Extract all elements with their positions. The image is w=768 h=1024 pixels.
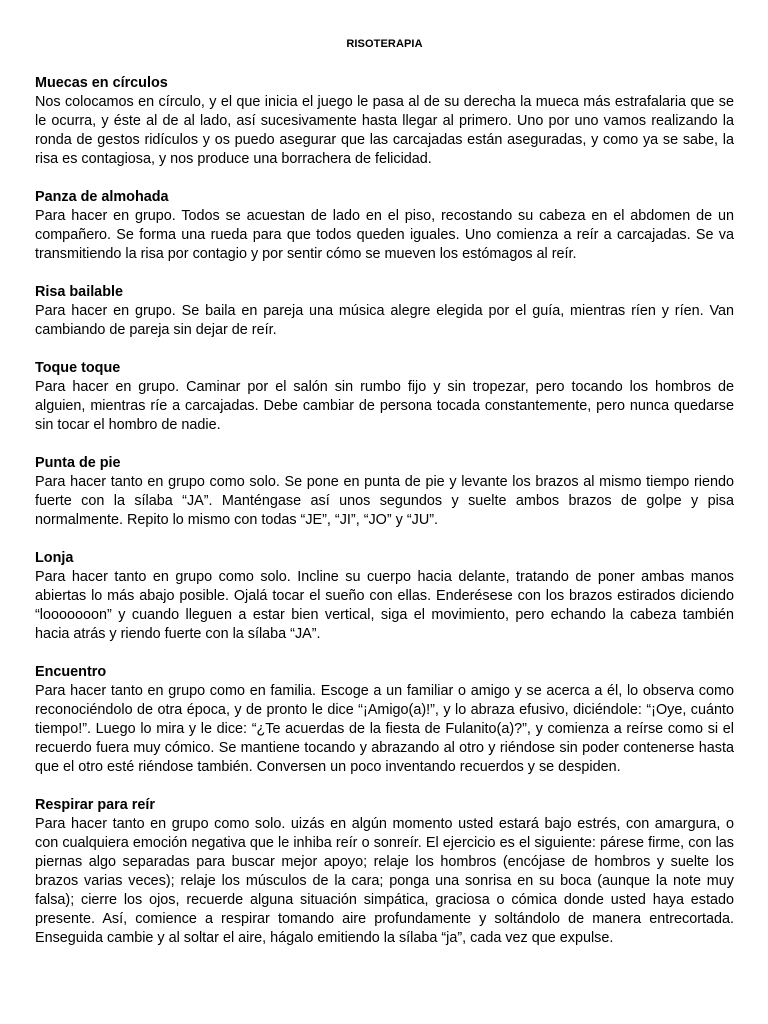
section-body: Para hacer en grupo. Caminar por el salón sin rumbo fijo y sin tropezar, pero tocando los hombros de alguien, mientras ríe a carcajadas. Debe cambiar de persona tocada constantemente, pero nunca quedarse sin tocar el hombro de nadie. xyxy=(35,379,734,433)
section-punta-de-pie xyxy=(35,454,734,530)
section-heading: Lonja xyxy=(35,550,74,566)
section-body: Para hacer tanto en grupo como solo. Se pone en punta de pie y levante los brazos al mismo tiempo riendo fuerte con la sílaba “JA”. Manténgase así unos segundos y suelte ambos brazos de golpe y pisa normalmente. Repito lo mismo con todas “JE”, “JI”, “JO” y “JU”. xyxy=(35,474,734,528)
section-heading: Punta de pie xyxy=(35,455,121,471)
section-heading: Encuentro xyxy=(35,664,107,680)
section-muecas-en-circulos xyxy=(35,74,734,169)
section-body: Para hacer en grupo. Se baila en pareja una música alegre elegida por el guía, mientras ríen y ríen. Van cambiando de pareja sin dejar de reír. xyxy=(35,303,734,338)
section-encuentro xyxy=(35,663,734,777)
document-title: RISOTERAPIA xyxy=(346,38,423,50)
section-lonja xyxy=(35,549,734,644)
section-panza-de-almohada xyxy=(35,188,734,264)
section-risa-bailable xyxy=(35,283,734,340)
section-heading: Toque toque xyxy=(35,360,121,376)
section-body: Para hacer tanto en grupo como solo. Incline su cuerpo hacia delante, tratando de poner ambas manos abiertas lo más abajo posible. Ojalá tocar el sueño con ellas. Enderésese con los brazos estirados diciendo “looooooon” y cuando lleguen a estar bien vertical, siga el movimiento, pero echando la cabeza también hacia atrás y riendo fuerte con la sílaba “JA”. xyxy=(35,569,734,642)
section-body: Nos colocamos en círculo, y el que inicia el juego le pasa al de su derecha la mueca más estrafalaria que se le ocurra, y éste al de al lado, así sucesivamente hasta llegar al primero. Uno por uno vamos realizando la ronda de gestos ridículos y os puedo asegurar que las carcajadas están aseguradas, y como ya se sabe, la risa es contagiosa, y nos produce una borrachera de felicidad. xyxy=(35,94,734,167)
section-heading: Muecas en círculos xyxy=(35,75,168,91)
section-body: Para hacer tanto en grupo como en familia. Escoge a un familiar o amigo y se acerca a él, lo observa como reconociéndolo de otra época, y de pronto le dice “¡Amigo(a)!”, y lo abraza efusivo, diciéndole: “¡Oye, cuánto tiempo!”. Luego lo mira y le dice: “¿Te acuerdas de la fiesta de Fulanito(a)?”, y comienza a reírse como si el recuerdo fuera muy cómico. Se mantiene tocando y abrazando al otro y riéndose sin poder contenerse hasta que el otro esté riéndose también. Conversen un poco inventando recuerdos y se despiden. xyxy=(35,683,734,775)
section-body: Para hacer tanto en grupo como solo. uizás en algún momento usted estará bajo estrés, con amargura, o con cualquiera emoción negativa que le inhiba reír o sonreír. El ejercicio es el siguiente: párese firme, con las piernas algo separadas para buscar mejor apoyo; relaje los hombros (encójase de hombros y suelte los brazos varias veces); relaje los músculos de la cara; ponga una sonrisa en su boca (aunque la note muy falsa); cierre los ojos, recuerde alguna situación simpática, graciosa o cómica donde usted haya estado presente. Así, comience a respirar tomando aire profundamente y soltándolo de manera entrecortada. Enseguida cambie y al soltar el aire, hágalo emitiendo la sílaba “ja”, cada vez que expulse. xyxy=(35,816,734,946)
section-heading: Risa bailable xyxy=(35,284,123,300)
section-respirar-para-reir xyxy=(35,796,734,948)
section-toque-toque xyxy=(35,359,734,435)
section-body: Para hacer en grupo. Todos se acuestan de lado en el piso, recostando su cabeza en el abdomen de un compañero. Se forma una rueda para que todos queden iguales. Uno comienza a reír a carcajadas. Se va transmitiendo la risa por contagio y por sentir cómo se mueven los estómagos al reír. xyxy=(35,208,734,262)
section-heading: Respirar para reír xyxy=(35,797,155,813)
section-heading: Panza de almohada xyxy=(35,189,169,205)
